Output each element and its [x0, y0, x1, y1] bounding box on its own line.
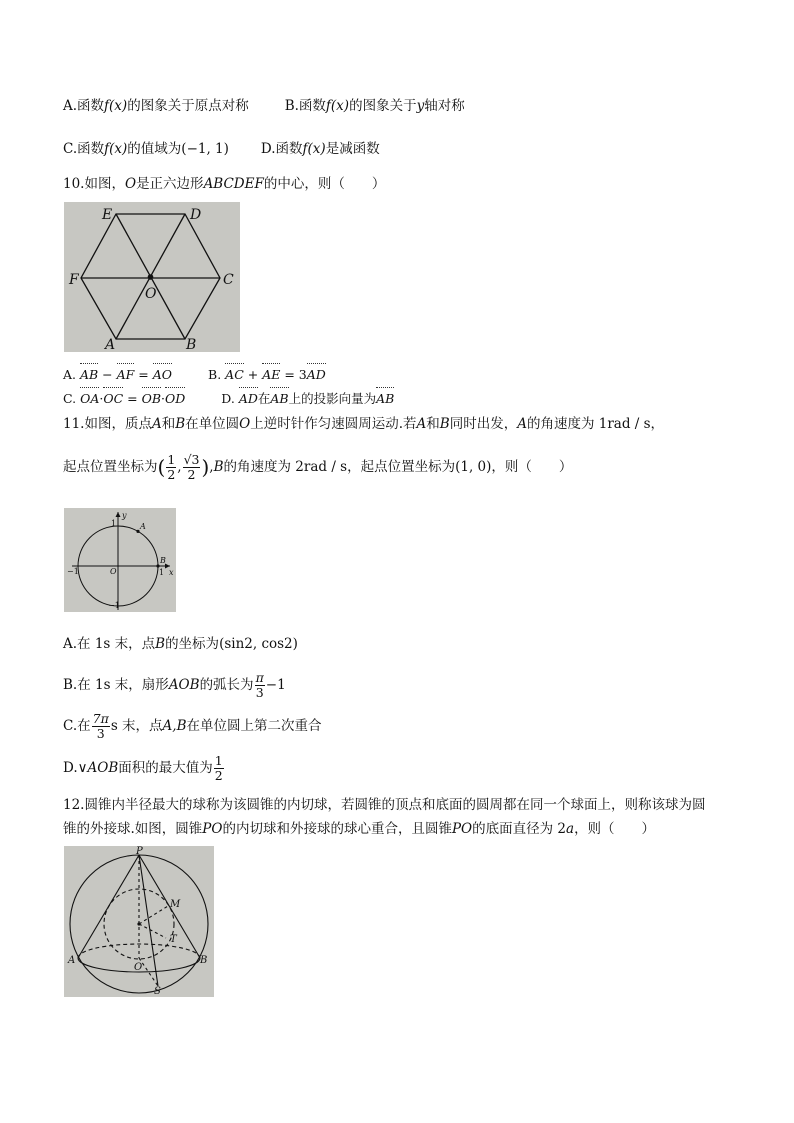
- q11-comma: ,: [209, 459, 214, 475]
- q10-option-c-equals: =: [123, 391, 142, 406]
- q11-frac2-num: √3: [183, 452, 200, 467]
- q10-option-c-label: C.: [63, 391, 81, 406]
- q10-vector-ae: AE: [262, 365, 280, 385]
- q9-option-b-label: B.函数: [284, 98, 326, 114]
- q9-option-b-axis: y: [416, 98, 425, 114]
- q10-options-cd: [63, 389, 394, 409]
- q10-hexagon-name: ABCDEF: [203, 176, 264, 192]
- q11-text-5: 的角速度为 1rad / s，: [526, 416, 665, 432]
- q11-stem-end: ，则（ ）: [491, 459, 573, 475]
- tick-label-bottom: −1: [108, 601, 120, 610]
- cone-label-p: P: [136, 846, 143, 857]
- q11-option-a-text2: 的坐标为: [165, 636, 220, 652]
- q9-option-a-fx: f(x): [104, 98, 128, 114]
- q11-text-2: 在单位圆: [185, 416, 240, 432]
- q9-option-a-text: 的图象关于原点对称: [127, 98, 249, 114]
- q9-option-c-label: C.函数: [63, 141, 105, 157]
- q11-option-c-num: 7π: [92, 711, 109, 726]
- hex-label-b: B: [186, 337, 197, 352]
- q9-option-d-text: 是减函数: [325, 141, 380, 157]
- origin-label: O: [110, 567, 117, 576]
- hex-label-e: E: [102, 207, 113, 223]
- hex-label-a: A: [105, 337, 116, 352]
- q9-option-c-fx: f(x): [104, 141, 128, 157]
- q12-text-1: 12.圆锥内半径最大的球称为该圆锥的内切球，若圆锥的顶点和底面的圆周都在同一个球面上，则称该球为圆: [63, 797, 706, 813]
- q10-vector-ac: AC: [225, 365, 244, 385]
- q12-text-3: 的内切球和外接球的球心重合，且圆锥: [222, 821, 452, 837]
- q9-option-b-text: 的图象关于: [349, 98, 417, 114]
- q12-stem-line2: [63, 819, 655, 839]
- q11-paren-close: ): [201, 455, 210, 479]
- q11-var-b3: B: [213, 459, 224, 475]
- q11-option-d: [63, 753, 225, 783]
- hex-label-d: D: [190, 207, 202, 223]
- q11-text-and: 和: [161, 416, 176, 432]
- q11-option-a-coord: (sin2, cos2): [219, 636, 298, 652]
- q11-option-b-num: π: [255, 670, 264, 685]
- q10-option-b-equals: = 3: [280, 367, 307, 382]
- q10-vector-ab-3: AB: [376, 389, 394, 409]
- tick-label-left: −1: [67, 567, 79, 576]
- q11-option-c-text2: s 末，点: [110, 718, 163, 734]
- hexagon-figure: [64, 202, 240, 352]
- q12-cone-name2: PO: [451, 821, 473, 837]
- q11-stem-line1: [63, 414, 664, 434]
- q11-option-b-den: 3: [255, 685, 264, 700]
- q10-stem-end: 的中心，则（ ）: [263, 176, 386, 192]
- q9-option-d-fx: f(x): [302, 141, 326, 157]
- q9-option-b-text2: 轴对称: [424, 98, 465, 114]
- q11-b-start: (1, 0): [455, 459, 492, 475]
- cone-label-b: B: [200, 955, 208, 966]
- q11-option-d-num: 1: [214, 753, 223, 768]
- q11-frac1-num: 1: [167, 452, 176, 467]
- q10-dot-2: ·: [161, 391, 165, 406]
- q10-stem-text: 是正六边形: [136, 176, 204, 192]
- q11-frac1-den: 2: [167, 467, 176, 482]
- q10-vector-od: OD: [165, 389, 185, 409]
- q10-option-b-label: B.: [208, 367, 226, 382]
- q11-var-a: A: [151, 416, 162, 432]
- q9-option-b-fx: f(x): [325, 98, 350, 114]
- q10-stem: [63, 174, 385, 194]
- q12-stem-end: ，则（ ）: [574, 821, 656, 837]
- q10-options-ab: [63, 365, 326, 385]
- q11-option-b-frac: [255, 671, 265, 700]
- q11-option-d-label: D.: [63, 760, 78, 776]
- q11-var-o: O: [239, 416, 251, 432]
- q11-text-3: 上逆时针作匀速圆周运动.若: [250, 416, 417, 432]
- q11-var-a3: A: [517, 416, 527, 432]
- circle-label-a: A: [140, 522, 146, 531]
- q10-vector-ao: AO: [153, 365, 172, 385]
- q11-option-d-frac: [214, 754, 224, 783]
- q11-option-b-text1: B.在 1s 末，扇形: [63, 677, 169, 693]
- q11-option-d-text: 面积的最大值为: [118, 760, 213, 776]
- q11-paren-open: (: [157, 455, 166, 479]
- q10-option-d-text2: 上的投影向量为: [288, 391, 377, 406]
- tick-label-right: 1: [159, 568, 165, 577]
- unit-circle-figure: [64, 508, 176, 612]
- q11-frac2-den: 2: [187, 467, 196, 482]
- axis-label-x: x: [169, 568, 174, 577]
- cone-sphere-figure: [64, 846, 214, 997]
- q11-option-c-text3: 在单位圆上第二次重合: [186, 718, 322, 734]
- q12-cone-name: PO: [202, 821, 223, 837]
- q10-vector-oa: OA: [80, 389, 99, 409]
- q11-text-and2: 和: [426, 416, 440, 432]
- q11-var-a2: A: [416, 416, 427, 432]
- q11-option-a-text1: A.在 1s 末，点: [63, 636, 156, 652]
- q10-point-o: O: [124, 176, 137, 192]
- tick-label-top: 1: [111, 519, 117, 528]
- q11-stem-line2: 起点位置坐标为( $\frac{1}{2}$ , $\frac{√3}{2}$ ),B的角速度为 2rad / s，起点位置坐标为(1, 0)，则（ ）: [63, 452, 573, 482]
- q10-option-d-text1: 在: [257, 391, 271, 406]
- q12-text-2: 锥的外接球.如图，圆锥: [63, 821, 203, 837]
- q11-frac-root3: [183, 453, 201, 482]
- q10-option-b-plus: +: [243, 367, 263, 382]
- q11-frac-half: [166, 453, 176, 482]
- q11-option-a: [63, 634, 298, 654]
- q11-option-c-den: 3: [96, 726, 105, 741]
- q12-var-a: a: [566, 821, 575, 837]
- q11-start-text: 起点位置坐标为: [63, 459, 158, 475]
- q10-option-a-equals: =: [134, 367, 153, 382]
- q9-option-c-text: 的值域为: [127, 141, 182, 157]
- center-dot: [148, 274, 154, 280]
- hex-label-o: O: [145, 286, 157, 302]
- cone-label-t: T: [170, 934, 177, 945]
- q11-var-b: B: [175, 416, 186, 432]
- cone-label-o: O: [134, 962, 143, 973]
- q12-text-4: 的底面直径为 2: [472, 821, 566, 837]
- q10-vector-af: AF: [117, 365, 135, 385]
- q9-option-d-label: D.函数: [260, 141, 303, 157]
- q11-text-1: 11.如图，质点: [63, 416, 152, 432]
- q11-option-a-var: B: [155, 636, 166, 652]
- q10-option-a-minus: −: [98, 367, 117, 382]
- cone-label-s: S: [154, 986, 161, 997]
- q10-dot-1: ·: [99, 391, 104, 406]
- q11-option-b-minus: −1: [265, 677, 286, 693]
- q11-option-b-text2: 的弧长为: [199, 677, 254, 693]
- q11-var-b2: B: [439, 416, 450, 432]
- q10-option-d-label: D.: [221, 391, 239, 406]
- q10-option-a-label: A.: [63, 367, 80, 382]
- q11-option-c-text1: C.在: [63, 718, 91, 734]
- q9-option-a-label: A.函数: [63, 98, 105, 114]
- q11-option-c: [63, 711, 322, 741]
- hex-label-f: F: [69, 272, 79, 288]
- q10-vector-ab: AB: [80, 365, 98, 385]
- q10-vector-ad-2: AD: [239, 389, 258, 409]
- q9-option-c-range: (−1, 1): [181, 141, 229, 157]
- q10-vector-ab-2: AB: [270, 389, 288, 409]
- q11-option-d-den: 2: [214, 768, 223, 783]
- q10-vector-oc: OC: [103, 389, 123, 409]
- axis-label-y: y: [122, 511, 127, 520]
- q11-text-4: 同时出发，: [449, 416, 518, 432]
- cone-label-m: M: [170, 899, 181, 910]
- q10-number: 10.如图，: [63, 176, 125, 192]
- q11-option-b: [63, 670, 286, 700]
- q9-options-cd: [63, 139, 380, 159]
- q10-vector-ad: AD: [307, 365, 326, 385]
- q11-b-speed: 的角速度为 2rad / s，起点位置坐标为: [223, 459, 456, 475]
- circle-label-b: B: [160, 556, 166, 565]
- q11-option-d-triangle: ∨AOB: [77, 760, 119, 776]
- q11-option-b-sector: AOB: [168, 677, 200, 693]
- q9-options-ab: [63, 96, 465, 116]
- q10-vector-ob: OB: [142, 389, 161, 409]
- q11-option-c-points: A,B: [162, 718, 187, 734]
- sphere-center-dot: [137, 922, 140, 925]
- hex-label-c: C: [223, 272, 234, 288]
- cone-label-a: A: [68, 955, 76, 966]
- q11-option-c-frac: [92, 712, 110, 741]
- q12-stem-line1: [63, 795, 705, 815]
